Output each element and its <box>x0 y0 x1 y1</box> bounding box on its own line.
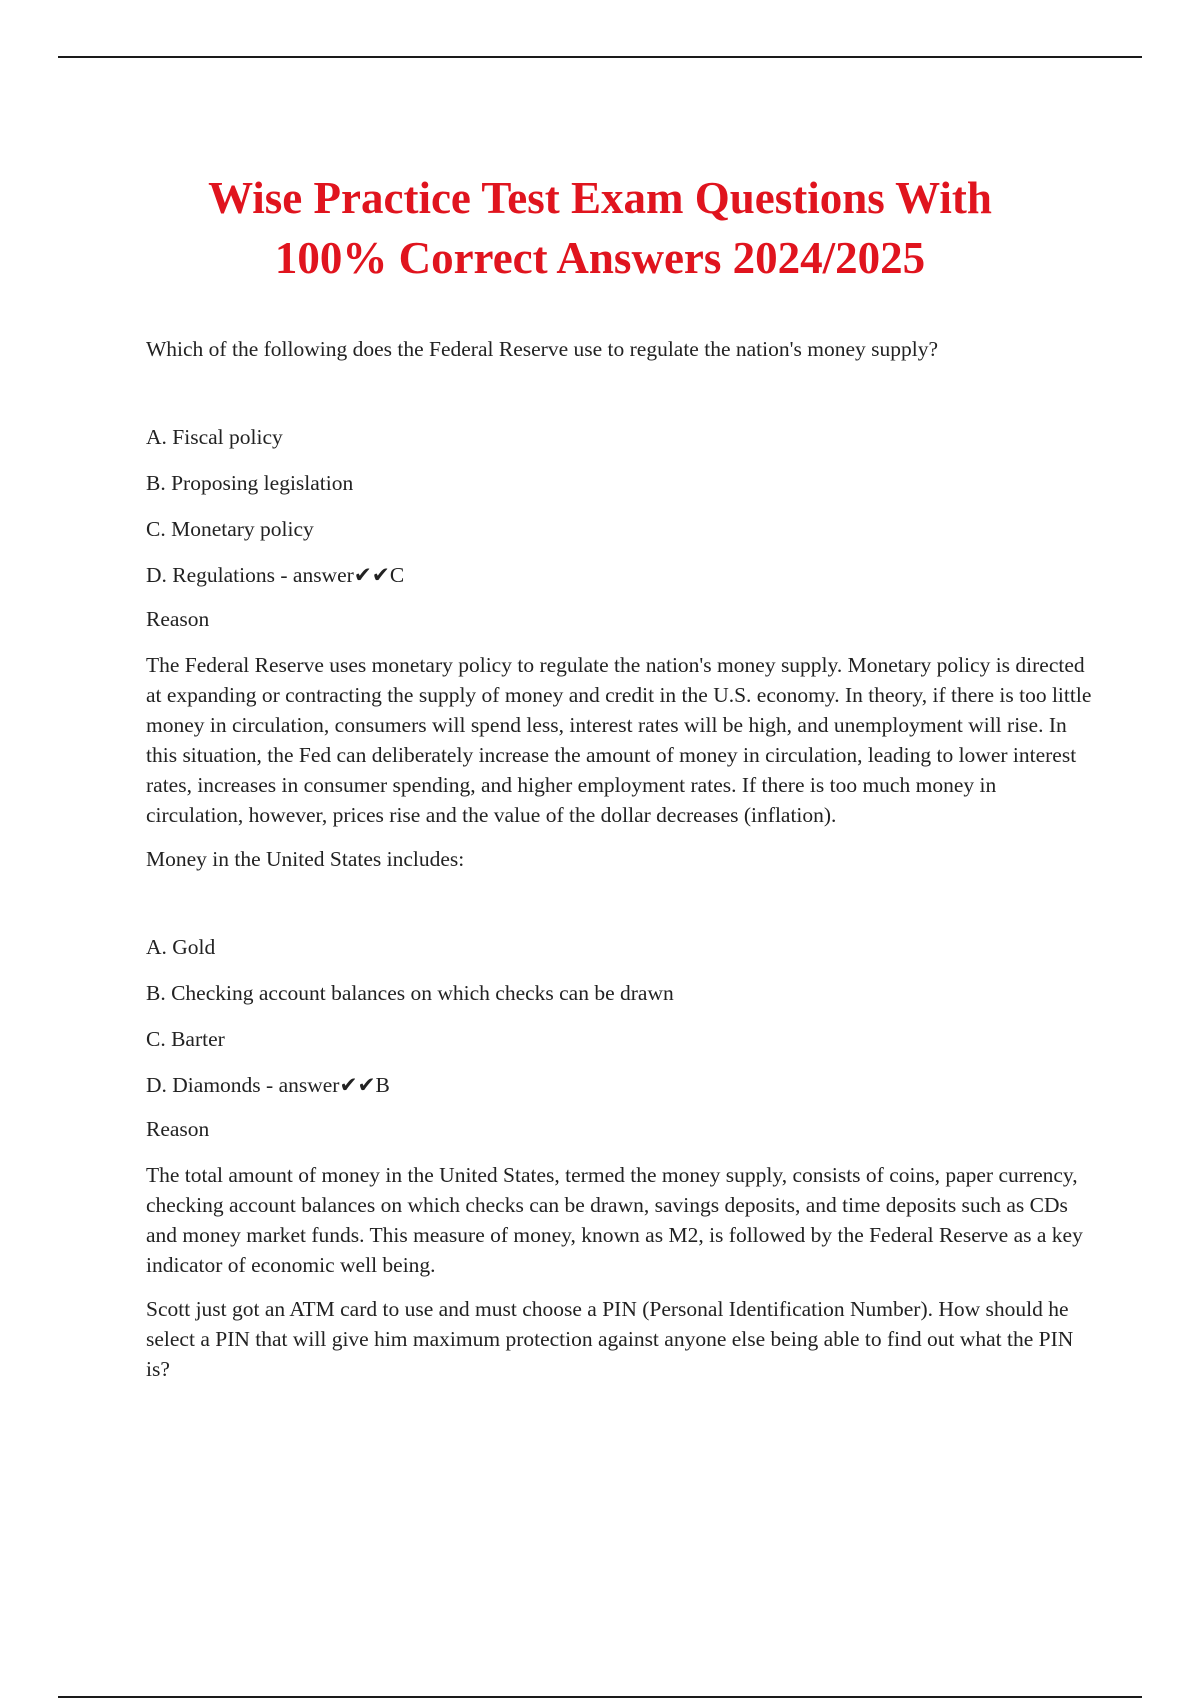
question-1-option-a: A. Fiscal policy <box>146 425 283 449</box>
document-body <box>146 334 1096 1384</box>
title-line-2: 100% Correct Answers 2024/2025 <box>274 233 926 283</box>
title-line-1: Wise Practice Test Exam Questions With <box>208 173 992 223</box>
question-2-text: Money in the United States includes: <box>146 847 465 871</box>
question-1-text: Which of the following does the Federal Reserve use to regulate the nation's money supply? <box>146 337 938 361</box>
document-title <box>100 168 1100 288</box>
question-1-reason-label: Reason <box>146 607 210 631</box>
question-1-option-d-answer: D. Regulations - answer✔✔C <box>146 563 405 587</box>
top-rule <box>58 56 1142 58</box>
question-2-option-c: C. Barter <box>146 1027 225 1051</box>
question-1-option-c: C. Monetary policy <box>146 517 314 541</box>
question-3-text: Scott just got an ATM card to use and must choose a PIN (Personal Identification Number). How should he select a PIN that will give him maximum protection against anyone else being able to find out what the PIN is? <box>146 1297 1074 1381</box>
question-2-reason-label: Reason <box>146 1117 210 1141</box>
question-2-option-a: A. Gold <box>146 935 216 959</box>
question-2-reason-text: The total amount of money in the United States, termed the money supply, consists of coins, paper currency, checking account balances on which checks can be drawn, savings deposits, and time deposits such as CDs and money market funds. This measure of money, known as M2, is followed by the Federal Reserve as a key indicator of economic well being. <box>146 1163 1083 1277</box>
question-2-option-d-answer: D. Diamonds - answer✔✔B <box>146 1073 390 1097</box>
question-1-reason-text: The Federal Reserve uses monetary policy to regulate the nation's money supply. Monetary policy is directed at expanding or contracting the supply of money and credit in the U.S. economy. In theory, if there is too little money in circulation, consumers will spend less, interest rates will be high, and unemployment will rise. In this situation, the Fed can deliberately increase the amount of money in circulation, leading to lower interest rates, increases in consumer spending, and higher employment rates. If there is too much money in circulation, however, prices rise and the value of the dollar decreases (inflation). <box>146 653 1092 827</box>
question-1-option-b: B. Proposing legislation <box>146 471 354 495</box>
bottom-rule <box>58 1696 1142 1698</box>
question-2-option-b: B. Checking account balances on which checks can be drawn <box>146 981 674 1005</box>
